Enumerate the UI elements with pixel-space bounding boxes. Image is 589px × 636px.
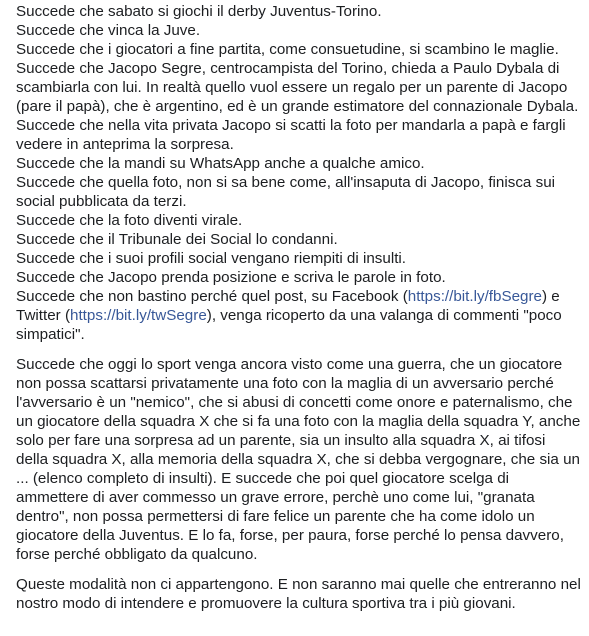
post-link[interactable]: https://bit.ly/fbSegre xyxy=(407,288,542,305)
post-text: Succede che la mandi su WhatsApp anche a qualche amico. xyxy=(16,155,425,172)
post-text: Succede che vinca la Juve. xyxy=(16,22,201,39)
post-text: Succede che sabato si giochi il derby Juventus-Torino. xyxy=(16,3,382,20)
post-link[interactable]: https://bit.ly/twSegre xyxy=(70,307,207,324)
post-line xyxy=(16,21,581,40)
post-paragraph xyxy=(16,575,581,613)
post-line xyxy=(16,575,581,613)
post-text: Succede che oggi lo sport venga ancora visto come una guerra, che un giocatore non possa scattarsi privatamente una foto con la maglia di un avversario perché l'avversario è un "nemico", che si abusi di concetti come onore e paternalismo, che un giocatore della squadra X che si fa una foto con la maglia della squadra Y, anche solo per fare una sorpresa ad un parente, sia un insulto alla squadra X, ai tifosi della squadra X, alla memoria della squadra X, che si debba vergognare, che sia un ... (elenco completo di insulti). E succede che poi quel giocatore scelga di ammettere di aver commesso un grave errore, perchè uno come lui, "granata dentro", non possa permettersi di fare felice un parente che ha come idolo un giocatore della Juventus. E lo fa, forse, per paura, forse perché lo pensa davvero, forse perché obbligato da qualcuno. xyxy=(16,356,581,563)
post-line xyxy=(16,268,581,287)
post-text: Succede che non bastino perché quel post, su Facebook ( xyxy=(16,288,408,305)
post-text: ), venga ricoperto da una valanga di commenti "poco simpatici". xyxy=(16,307,562,343)
post-line xyxy=(16,2,581,21)
post-line xyxy=(16,230,581,249)
post-text: Succede che Jacopo Segre, centrocampista del Torino, chieda a Paulo Dybala di scambiarla con lui. In realtà quello vuol essere un regalo per un parente di Jacopo (pare il papà), che è argentino, ed è un grande estimatore del connazionale Dybala. xyxy=(16,60,579,115)
post-line xyxy=(16,116,581,154)
post-line xyxy=(16,40,581,59)
post-line xyxy=(16,249,581,268)
post-paragraph xyxy=(16,2,581,344)
post-text: Succede che la foto diventi virale. xyxy=(16,212,243,229)
post-text: Succede che nella vita privata Jacopo si scatti la foto per mandarla a papà e fargli vedere in anteprima la sorpresa. xyxy=(16,117,566,153)
post-line xyxy=(16,59,581,116)
post-line xyxy=(16,287,581,344)
post-text: Succede che il Tribunale dei Social lo condanni. xyxy=(16,231,338,248)
post-line xyxy=(16,154,581,173)
post-text: Queste modalità non ci appartengono. E non saranno mai quelle che entreranno nel nostro modo di intendere e promuovere la cultura sportiva tra i più giovani. xyxy=(16,576,581,612)
post-text: Succede che quella foto, non si sa bene come, all'insaputa di Jacopo, finisca sui social pubblicata da terzi. xyxy=(16,174,556,210)
post-line xyxy=(16,211,581,230)
post-paragraph xyxy=(16,355,581,564)
post-text: ) e Twitter ( xyxy=(16,288,560,324)
post-line xyxy=(16,355,581,564)
post-text: Succede che i giocatori a fine partita, come consuetudine, si scambino le maglie. xyxy=(16,41,559,58)
post-line xyxy=(16,173,581,211)
post-text: Succede che Jacopo prenda posizione e scriva le parole in foto. xyxy=(16,269,446,286)
post-text: Succede che i suoi profili social vengano riempiti di insulti. xyxy=(16,250,407,267)
